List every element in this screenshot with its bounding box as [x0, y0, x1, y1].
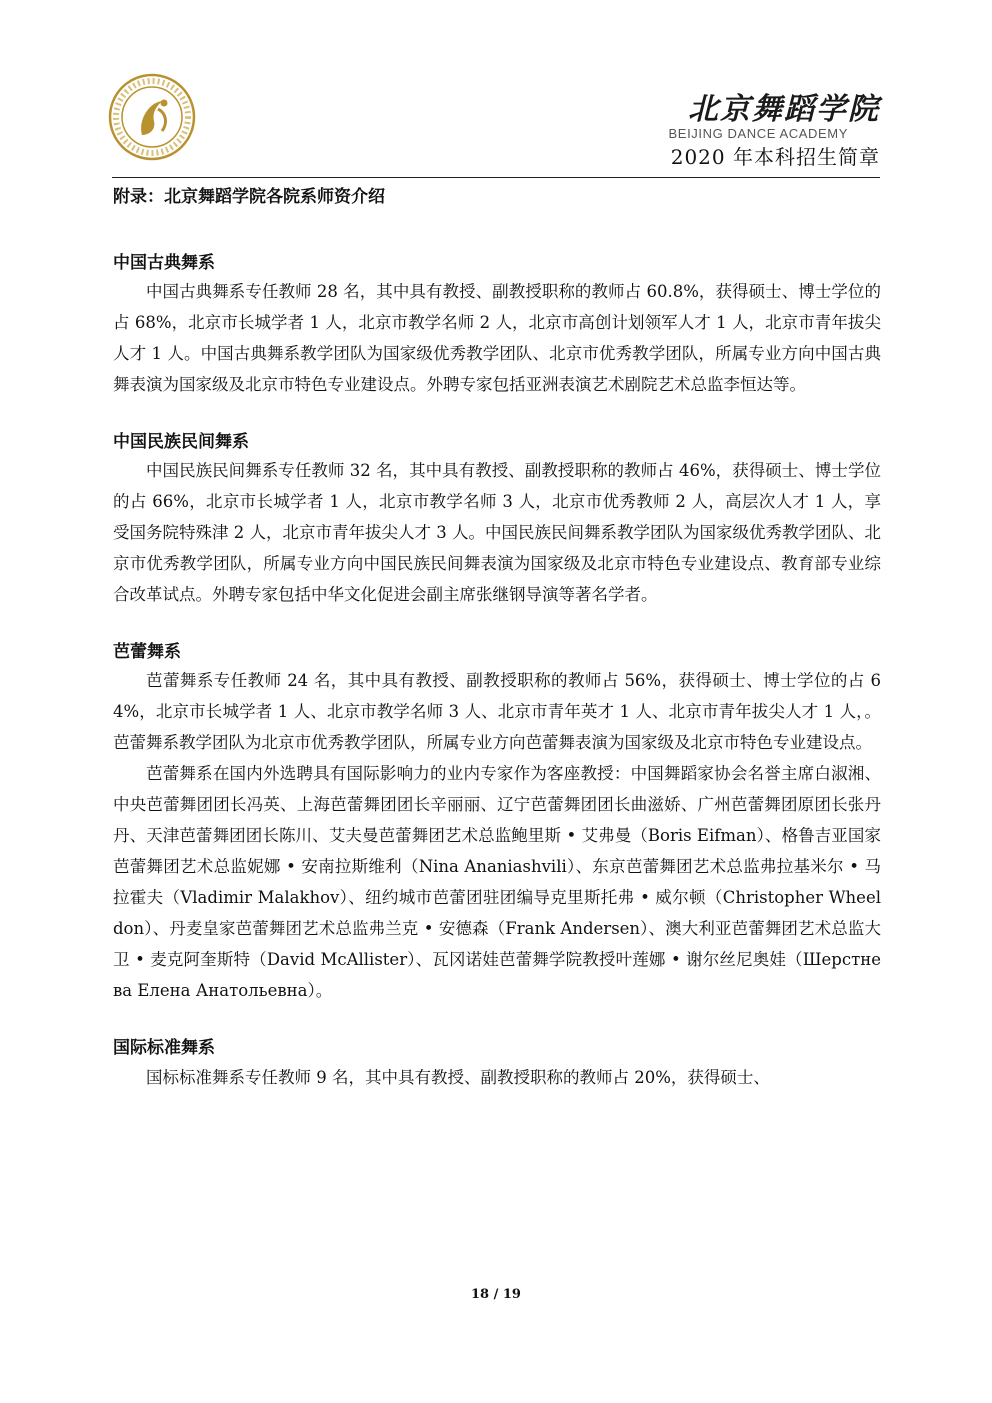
- academy-seal-icon: [108, 73, 196, 161]
- section-ballet: [113, 639, 881, 1006]
- brand-block: [640, 92, 880, 170]
- page-number: 18 / 19: [471, 1287, 521, 1302]
- section-paragraph: 中国古典舞系专任教师 28 名，其中具有教授、副教授职称的教师占 60.8%，获得硕士、博士学位的占 68%，北京市长城学者 1 人，北京市教学名师 2 人，北京市高创计划领军人才 1 人，北京市青年拔尖人才 1 人。中国古典舞系教学团队为国家级优秀教学团队、北京市优秀教学团队，所属专业方向中国古典舞表演为国家级及北京市特色专业建设点。外聘专家包括亚洲表演艺术剧院艺术总监李恒达等。: [113, 282, 881, 394]
- brochure-title: 2020 年本科招生简章: [670, 145, 880, 169]
- section-paragraph: 芭蕾舞系专任教师 24 名，其中具有教授、副教授职称的教师占 56%，获得硕士、博士学位的占 64%，北京市长城学者 1 人、北京市教学名师 3 人、北京市青年英才 1 人、北京市青年拔尖人才 1 人，。芭蕾舞系教学团队为北京市优秀教学团队，所属专业方向芭蕾舞表演为国家级及北京市特色专业建设点。: [113, 671, 881, 752]
- section-title: 中国民族民间舞系: [113, 432, 249, 452]
- header-divider: [112, 177, 880, 178]
- section-paragraph: 中国民族民间舞系专任教师 32 名，其中具有教授、副教授职称的教师占 46%，获得硕士、博士学位的占 66%，北京市长城学者 1 人，北京市教学名师 3 人，北京市优秀教师 2 人，高层次人才 1 人，享受国务院特殊津 2 人，北京市青年拔尖人才 3 人。中国民族民间舞系教学团队为国家级优秀教学团队、北京市优秀教学团队，所属专业方向中国民族民间舞表演为国家级及北京市特色专业建设点、教育部专业综合改革试点。外聘专家包括中华文化促进会副主席张继钢导演等著名学者。: [113, 461, 881, 604]
- brand-name-cn: 北京舞蹈学院: [688, 92, 880, 127]
- section-title: 芭蕾舞系: [113, 642, 181, 662]
- section-title: 中国古典舞系: [113, 253, 215, 273]
- section-paragraph: 国标标准舞系专任教师 9 名，其中具有教授、副教授职称的教师占 20%，获得硕士、: [146, 1068, 770, 1087]
- page-content: [113, 184, 881, 1122]
- section-title: 国际标准舞系: [113, 1038, 215, 1058]
- brand-name-en: BEIJING DANCE ACADEMY: [668, 126, 848, 141]
- section-folk-dance: [113, 429, 881, 610]
- appendix-title: 附录：北京舞蹈学院各院系师资介绍: [113, 187, 385, 207]
- section-classical-dance: [113, 250, 881, 400]
- section-ballroom-dance: [113, 1035, 881, 1093]
- section-paragraph: 芭蕾舞系在国内外选聘具有国际影响力的业内专家作为客座教授：中国舞蹈家协会名誉主席白淑湘、中央芭蕾舞团团长冯英、上海芭蕾舞团团长辛丽丽、辽宁芭蕾舞团团长曲滋娇、广州芭蕾舞团原团长张丹丹、天津芭蕾舞团团长陈川、艾夫曼芭蕾舞团艺术总监鲍里斯 • 艾弗曼（Boris Eifman）、格鲁吉亚国家芭蕾舞团艺术总监妮娜 • 安南拉斯维利（Nina Ananiashvili）、东京芭蕾舞团艺术总监弗拉基米尔 • 马拉霍夫（Vladimir Malakhov）、纽约城市芭蕾团驻团编导克里斯托弗 • 威尔顿（Christopher Wheeldon）、丹麦皇家芭蕾舞团艺术总监弗兰克 • 安德森（Frank Andersen）、澳大利亚芭蕾舞团艺术总监大卫 • 麦克阿奎斯特（David McAllister）、瓦冈诺娃芭蕾舞学院教授叶莲娜 • 谢尔丝尼奥娃（Шерстнева Елена Анатольевна）。: [113, 764, 881, 1000]
